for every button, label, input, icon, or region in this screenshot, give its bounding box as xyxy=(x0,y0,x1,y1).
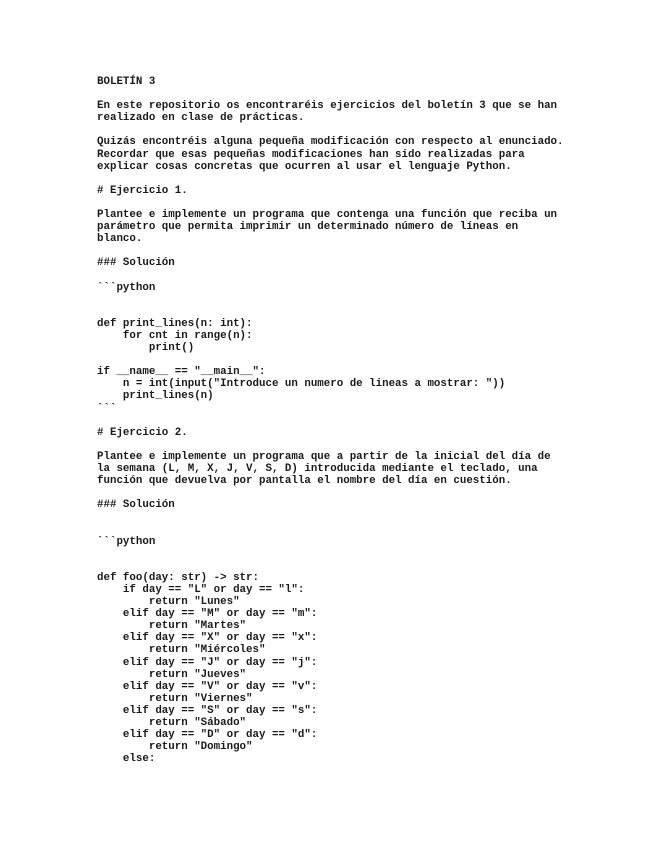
text-line: elif day == "D" or day == "d": xyxy=(97,729,318,742)
text-line: la semana (L, M, X, J, V, S, D) introducida mediante el teclado, una xyxy=(97,463,538,475)
text-line: Recordar que esas pequeñas modificaciones han sido realizadas para xyxy=(97,148,525,161)
text-line: print() xyxy=(97,342,195,355)
text-line: elif day == "X" or day == "x": xyxy=(97,632,318,645)
text-line: función que devuelva por pantalla el nombre del día en cuestión. xyxy=(97,475,512,488)
text-line: realizado en clase de prácticas. xyxy=(97,112,305,125)
blank-line xyxy=(97,354,637,366)
blank-line xyxy=(97,124,637,136)
text-line: elif day == "J" or day == "j": xyxy=(97,656,318,669)
blank-line xyxy=(97,306,637,318)
text-line: Plantee e implemente un programa que a partir de la inicial del día de xyxy=(97,450,551,463)
blank-line xyxy=(97,523,637,535)
text-line: if __name__ == "__main__": xyxy=(97,366,266,379)
text-line: n = int(input("Introduce un numero de lineas a mostrar: ")) xyxy=(97,378,506,391)
blank-line xyxy=(97,197,637,209)
heading-line: # Ejercicio 2. xyxy=(97,426,188,439)
blank-line xyxy=(97,560,637,572)
text-line: elif day == "M" or day == "m": xyxy=(97,608,318,621)
text-line: elif day == "S" or day == "s": xyxy=(97,704,318,717)
text-line: ```python xyxy=(97,281,156,294)
blank-line xyxy=(97,245,637,257)
text-line: print_lines(n) xyxy=(97,390,214,403)
text-line: BOLETÍN 3 xyxy=(97,76,156,88)
blank-line xyxy=(97,173,637,185)
text-line: elif day == "V" or day == "v": xyxy=(97,680,318,693)
heading-line: # Ejercicio 1. xyxy=(97,184,188,197)
text-line: explicar cosas concretas que ocurren al usar el lenguaje Python. xyxy=(97,160,512,173)
text-line: return "Martes" xyxy=(97,620,247,633)
text-line: if day == "L" or day == "l": xyxy=(97,583,305,596)
blank-line xyxy=(97,88,637,100)
blank-line xyxy=(97,415,637,427)
text-line: return "Jueves" xyxy=(97,668,247,681)
text-line: Plantee e implemente un programa que contenga una función que reciba un xyxy=(97,209,558,222)
heading-line: ### Solución xyxy=(97,257,175,270)
blank-line xyxy=(97,270,637,282)
text-line: ```python xyxy=(97,535,156,548)
text-line: Quizás encontréis alguna pequeña modificación con respecto al enunciado. xyxy=(97,136,564,149)
text-line: def foo(day: str) -> str: xyxy=(97,571,259,584)
text-line: return "Viernes" xyxy=(97,692,253,705)
text-line: return "Miércoles" xyxy=(97,644,266,657)
text-line: parámetro que permita imprimir un determinado número de líneas en xyxy=(97,221,519,234)
text-line: def print_lines(n: int): xyxy=(97,317,253,330)
text-line: return "Lunes" xyxy=(97,596,240,609)
text-line: for cnt in range(n): xyxy=(97,329,253,342)
document-page xyxy=(97,76,637,765)
text-line: ``` xyxy=(97,402,117,415)
heading-line: ### Solución xyxy=(97,499,175,512)
blank-line xyxy=(97,548,637,560)
blank-line xyxy=(97,439,637,451)
blank-line xyxy=(97,511,637,523)
text-line: En este repositorio os encontraréis ejercicios del boletín 3 que se han xyxy=(97,100,558,113)
text-line: blanco. xyxy=(97,233,143,246)
text-line: return "Sábado" xyxy=(97,716,247,729)
blank-line xyxy=(97,487,637,499)
text-line: return "Domingo" xyxy=(97,741,253,754)
text-line: else: xyxy=(97,753,156,766)
blank-line xyxy=(97,294,637,306)
